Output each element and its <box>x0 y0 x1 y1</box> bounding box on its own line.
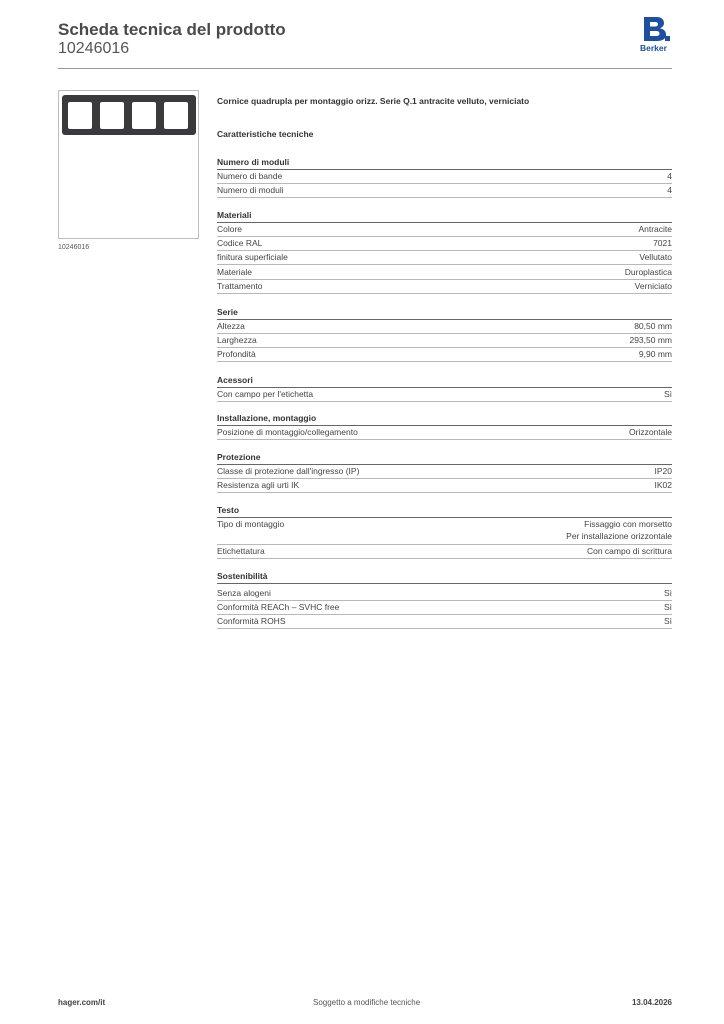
section-title: Protezione <box>217 450 672 465</box>
spec-row <box>217 170 672 184</box>
spec-label: Trattamento <box>217 281 263 291</box>
section-title: Serie <box>217 305 672 320</box>
spec-row <box>217 223 672 237</box>
spec-label: Tipo di montaggio <box>217 519 285 529</box>
spec-value: 7021 <box>653 238 672 248</box>
spec-label: Conformità ROHS <box>217 616 286 626</box>
spec-row <box>217 601 672 615</box>
spec-value: 9,90 mm <box>638 349 672 359</box>
spec-value: Verniciato <box>634 281 672 291</box>
quadruple-frame-icon <box>62 95 196 135</box>
spec-value-line: Per installazione orizzontale <box>566 531 672 541</box>
spec-value: Duroplastica <box>624 267 672 277</box>
product-title: Cornice quadrupla per montaggio orizz. Serie Q.1 antracite velluto, verniciato <box>217 96 530 106</box>
spec-row <box>217 348 672 362</box>
footer-date: 13.04.2026 <box>631 998 672 1007</box>
spec-label: Classe di protezione dall'ingresso (IP) <box>217 466 360 476</box>
spec-value: IK02 <box>654 480 672 490</box>
section-title: Numero di moduli <box>217 155 672 170</box>
spec-value: Sì <box>663 616 672 626</box>
spec-row <box>217 334 672 348</box>
footer-website: hager.com/it <box>58 998 106 1007</box>
spec-row <box>217 280 672 294</box>
section-title: Materiali <box>217 208 672 223</box>
spec-value: IP20 <box>654 466 672 476</box>
section-title: Acessori <box>217 373 672 388</box>
spec-label: Senza alogeni <box>217 588 271 598</box>
spec-value: 4 <box>667 171 672 181</box>
specs-heading: Caratteristiche tecniche <box>217 129 314 139</box>
spec-label: Colore <box>217 224 243 234</box>
footer-disclaimer: Soggetto a modifiche tecniche <box>313 998 421 1007</box>
spec-value: Orizzontale <box>629 427 672 437</box>
spec-label: Materiale <box>217 267 252 277</box>
spec-label: Profondità <box>217 349 256 359</box>
spec-row <box>217 320 672 334</box>
spec-value: Con campo di scrittura <box>586 546 672 556</box>
spec-row <box>217 237 672 251</box>
spec-row <box>217 587 672 601</box>
logo-text: Berker <box>640 43 667 53</box>
section-title: Installazione, montaggio <box>217 411 672 426</box>
spec-value: 80,50 mm <box>634 321 672 331</box>
spec-value: Sì <box>663 389 672 399</box>
spec-row <box>217 426 672 440</box>
image-caption: 10246016 <box>58 244 90 251</box>
spec-label: finitura superficiale <box>217 252 288 262</box>
spec-row <box>217 615 672 629</box>
spec-label: Con campo per l'etichetta <box>217 389 314 399</box>
spec-label: Etichettatura <box>217 546 265 556</box>
product-code: 10246016 <box>58 40 130 57</box>
spec-row <box>217 184 672 198</box>
spec-label: Codice RAL <box>217 238 263 248</box>
spec-value-line: Fissaggio con morsetto <box>584 519 672 529</box>
section-title: Sostenibilità <box>217 569 672 584</box>
spec-label: Resistenza agli urti IK <box>217 480 300 490</box>
spec-label: Numero di moduli <box>217 185 284 195</box>
spec-value: Sì <box>663 602 672 612</box>
spec-value: 4 <box>667 185 672 195</box>
spec-value: 293,50 mm <box>629 335 672 345</box>
spec-row <box>217 545 672 559</box>
product-image <box>58 90 199 239</box>
spec-label: Conformità REACh – SVHC free <box>217 602 340 612</box>
spec-label: Larghezza <box>217 335 257 345</box>
spec-value: Antracite <box>638 224 672 234</box>
spec-value: Sì <box>663 588 672 598</box>
berker-b-icon <box>642 16 670 42</box>
spec-row <box>217 479 672 493</box>
spec-row <box>217 518 672 545</box>
spec-row <box>217 388 672 402</box>
section-title: Testo <box>217 503 672 518</box>
spec-value: Vellutato <box>639 252 672 262</box>
spec-label: Altezza <box>217 321 245 331</box>
spec-label: Numero di bande <box>217 171 283 181</box>
spec-row <box>217 266 672 280</box>
spec-label: Posizione di montaggio/collegamento <box>217 427 358 437</box>
header-divider <box>58 68 672 69</box>
spec-row <box>217 251 672 265</box>
spec-value <box>566 518 672 542</box>
spec-row <box>217 465 672 479</box>
berker-logo <box>640 16 676 54</box>
page-title: Scheda tecnica del prodotto <box>58 20 286 39</box>
